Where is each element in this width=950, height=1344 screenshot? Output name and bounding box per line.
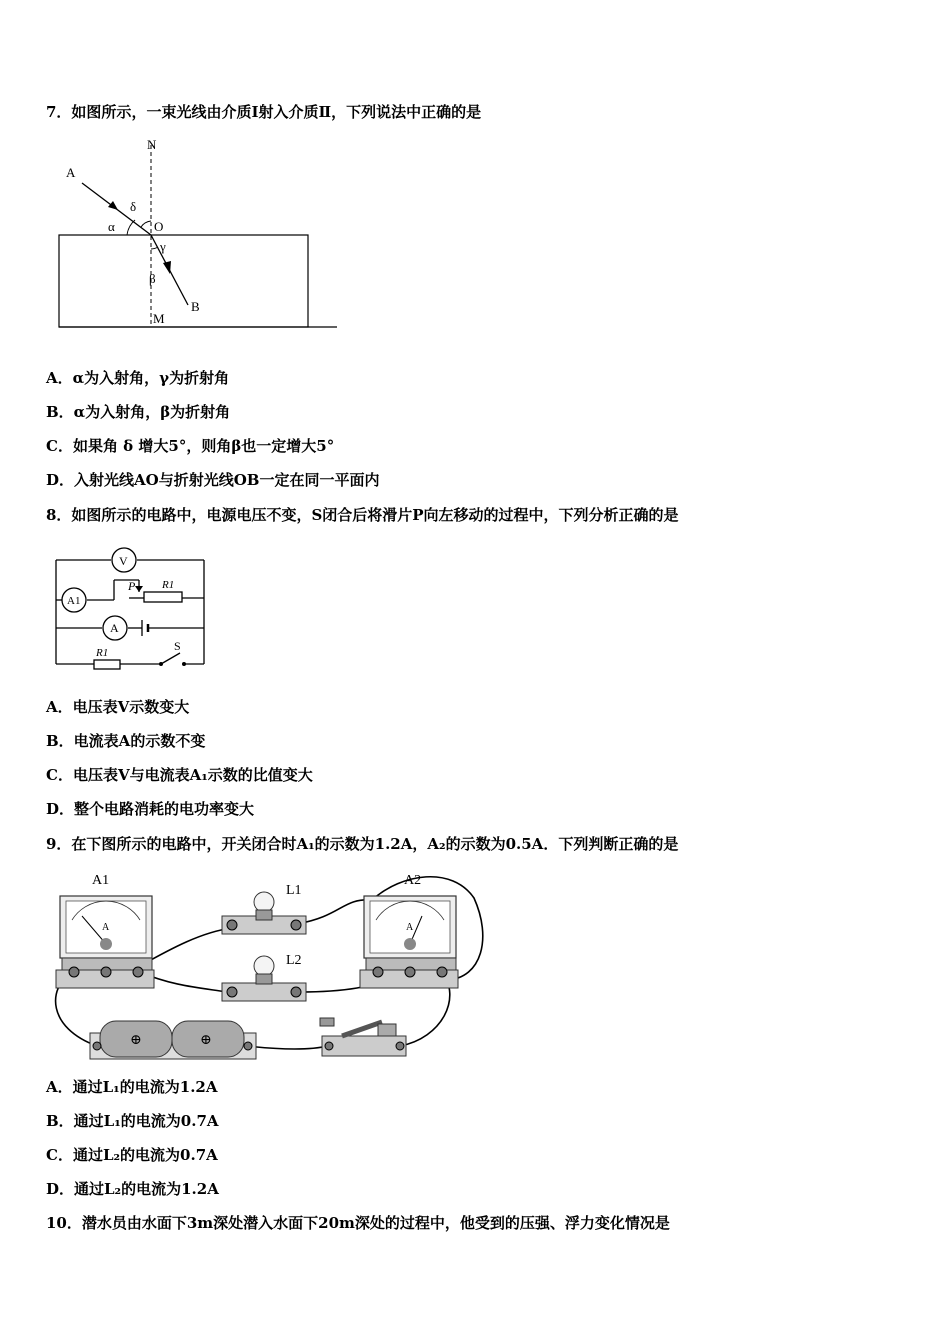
q9-label-A1: A1 xyxy=(92,873,110,888)
q9-meter-a1-symbol: A xyxy=(102,922,110,933)
q7-arrow-icon xyxy=(163,261,171,274)
q7-label-A: A xyxy=(66,165,76,180)
q8-label-R1: R1 xyxy=(162,579,175,591)
q9-meter-a2-symbol: A xyxy=(406,922,414,933)
q9-option-b: B．通过L₁的电流为0.7A xyxy=(46,1112,219,1130)
q9-option-a: A．通过L₁的电流为1.2A xyxy=(46,1078,218,1096)
q9-switch xyxy=(320,1018,406,1056)
q7-label-alpha: α xyxy=(108,219,115,234)
q7-label-gamma: γ xyxy=(160,239,166,254)
q8-label-R2: R1 xyxy=(96,647,109,659)
q9-lamp-l1 xyxy=(222,892,306,934)
q8-option-d: D．整个电路消耗的电功率变大 xyxy=(46,800,255,818)
q7-option-b: B．α为入射角，β为折射角 xyxy=(46,403,231,421)
q7-option-c: C．如果角 δ 增大5°，则角β也一定增大5° xyxy=(46,437,335,455)
q8-label-V: V xyxy=(119,554,128,568)
q7-option-a: A．α为入射角，γ为折射角 xyxy=(46,369,230,387)
q7-gamma-arc xyxy=(151,247,158,249)
q8-label-A1: A1 xyxy=(67,595,81,607)
q8-label-P: P xyxy=(128,579,136,593)
q10-stem: 10．潜水员由水面下3m深处潜入水面下20m深处的过程中，他受到的压强、浮力变化情况是 xyxy=(46,1214,670,1232)
q7-label-delta: δ xyxy=(130,199,137,214)
q9-label-L2: L2 xyxy=(286,953,302,968)
q9-ammeter-a1 xyxy=(56,896,154,988)
q8-option-c: C．电压表V与电流表A₁示数的比值变大 xyxy=(46,766,313,784)
q7-arrow-icon xyxy=(108,201,118,210)
q7-refraction-figure xyxy=(44,135,344,335)
q7-delta-arc xyxy=(141,221,151,227)
q8-option-a: A．电压表V示数变大 xyxy=(46,698,190,716)
q8-label-A: A xyxy=(110,621,119,635)
q9-battery-plus-icon: ⊕ xyxy=(200,1033,212,1048)
q9-ammeter-a2 xyxy=(360,896,458,988)
q7-label-B: B xyxy=(191,299,200,314)
q7-label-M: M xyxy=(153,311,165,326)
q9-label-L1: L1 xyxy=(286,883,302,898)
q7-medium-block xyxy=(59,235,308,327)
q9-label-A2: A2 xyxy=(404,873,422,888)
q7-stem: 7．如图所示，一束光线由介质Ⅰ射入介质Ⅱ，下列说法中正确的是 xyxy=(46,103,482,121)
q7-label-beta: β xyxy=(149,271,156,286)
q9-battery-plus-icon: ⊕ xyxy=(130,1033,142,1048)
q9-option-c: C．通过L₂的电流为0.7A xyxy=(46,1146,218,1164)
q8-label-S: S xyxy=(174,639,181,653)
q9-circuit-photo xyxy=(42,868,492,1064)
q9-battery xyxy=(90,1021,256,1059)
q8-rheostat-icon xyxy=(144,592,182,602)
q7-option-d: D．入射光线AO与折射光线OB一定在同一平面内 xyxy=(46,471,380,489)
q8-slider-arrow-icon xyxy=(135,586,143,592)
q8-circuit-figure xyxy=(44,540,214,675)
q7-label-O: O xyxy=(154,219,164,234)
q8-option-b: B．电流表A的示数不变 xyxy=(46,732,206,750)
q8-stem: 8．如图所示的电路中，电源电压不变，S闭合后将滑片P向左移动的过程中，下列分析正确的是 xyxy=(46,506,679,524)
q8-resistor-icon xyxy=(94,660,120,669)
q9-option-d: D．通过L₂的电流为1.2A xyxy=(46,1180,219,1198)
q7-label-N: N xyxy=(147,137,157,152)
q9-stem: 9．在下图所示的电路中，开关闭合时A₁的示数为1.2A，A₂的示数为0.5A．下列判断正确的是 xyxy=(46,835,679,853)
